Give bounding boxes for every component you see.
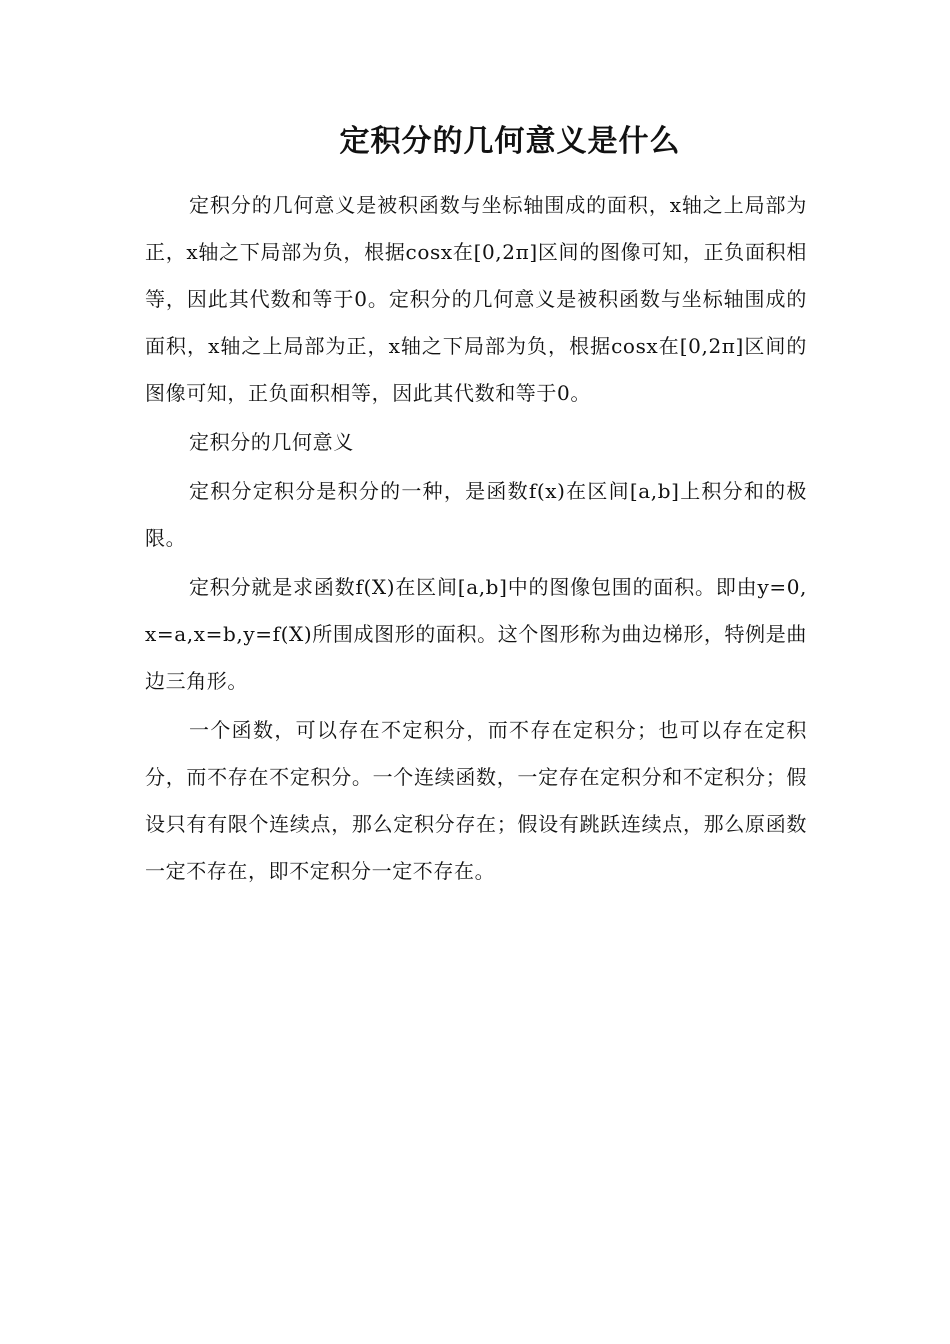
document-body (145, 182, 807, 895)
paragraph-definition: 定积分定积分是积分的一种，是函数f(x)在区间[a,b]上积分和的极限。 (145, 479, 807, 550)
section-heading: 定积分的几何意义 (189, 430, 354, 454)
paragraph-area: 定积分就是求函数f(X)在区间[a,b]中的图像包围的面积。即由y=0,x=a,x=b,y=f(X)所围成图形的面积。这个图形称为曲边梯形，特例是曲边三角形。 (145, 575, 807, 693)
document-title: 定积分的几何意义是什么 (339, 124, 681, 159)
paragraph-geometric-meaning: 定积分的几何意义是被积函数与坐标轴围成的面积，x轴之上局部为正，x轴之下局部为负，根据cosx在[0,2π]区间的图像可知，正负面积相等，因此其代数和等于0。定积分的几何意义是被积函数与坐标轴围成的面积，x轴之上局部为正，x轴之下局部为负，根据cosx在[0,2π]区间的图像可知，正负面积相等，因此其代数和等于0。 (145, 193, 807, 405)
paragraph-existence: 一个函数，可以存在不定积分，而不存在定积分；也可以存在定积分，而不存在不定积分。一个连续函数，一定存在定积分和不定积分；假设只有有限个连续点，那么定积分存在；假设有跳跃连续点，那么原函数一定不存在，即不定积分一定不存在。 (145, 718, 807, 883)
